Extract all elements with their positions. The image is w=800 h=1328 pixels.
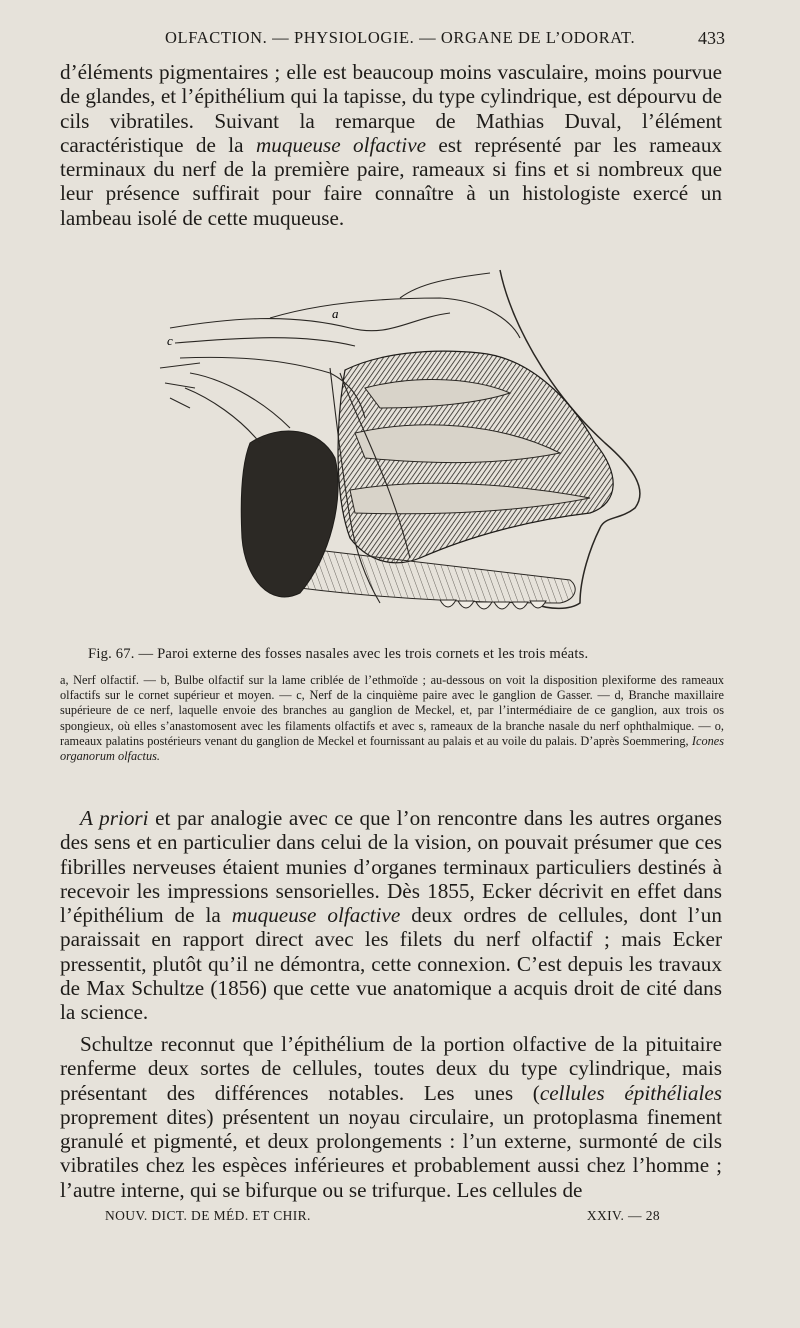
page-footer bbox=[105, 1208, 660, 1228]
italic-term: cellules épithéliales bbox=[539, 1080, 722, 1105]
paragraph-1: d’éléments pigmentaires ; elle est beaucoup moins vasculaire, moins pourvue de glandes, et l’épithélium qui la tapisse, du type cylindrique, est dépourvu de cils vibratiles. Suivant la remarque de Mathias Duval, l’élément caractéristique de la muqueuse olfactive est représenté par les rameaux terminaux du nerf de la première paire, rameaux si fins et si nombreux que leur présence suffirait pour faire connaître à un histologiste exercé un lambeau isolé de cette muqueuse. bbox=[60, 60, 723, 230]
footer-signature: XXIV. — 28 bbox=[586, 1208, 660, 1223]
page-number: 433 bbox=[698, 28, 725, 48]
figure-label-c: c bbox=[167, 333, 173, 348]
italic-term: A priori bbox=[80, 806, 149, 830]
italic-term: muqueuse olfactive bbox=[231, 903, 401, 928]
page-header bbox=[75, 28, 725, 52]
footer-publication: NOUV. DICT. DE MÉD. ET CHIR. bbox=[105, 1208, 311, 1223]
figure-label-a: a bbox=[332, 306, 339, 321]
paragraph-2: A priori et par analogie avec ce que l’on rencontre dans les autres organes des sens et en particulier dans celui de la vision, on pouvait présumer que ces fibrilles nerveuses étaient munies d’organes terminaux particuliers destinés à recevoir les impressions sensorielles. Dès 1855, Ecker décrivit en effet dans l’épithélium de la muqueuse olfactive deux ordres de cellules, dont l’un paraissait en rapport direct avec les filets du nerf olfactif ; mais Ecker pressentit, plutôt qu’il ne démontra, cette connexion. C’est depuis les travaux de Max Schultze (1856) que cette vue anatomique a acquis droit de cité dans la science. bbox=[60, 806, 723, 1025]
figure-caption: Fig. 67. — Paroi externe des fosses nasales avec les trois cornets et les trois méats. bbox=[88, 646, 589, 662]
nasal-anatomy-illustration bbox=[150, 258, 670, 638]
figure-legend: a, Nerf olfactif. — b, Bulbe olfactif sur la lame criblée de l’ethmoïde ; au-dessous on voit la disposition plexiforme des rameaux olfactifs sur le cornet supérieur et moyen. — c, Nerf de la cinquième paire avec le ganglion de Gasser. — d, Branche maxillaire supérieure de ce nerf, laquelle envoie des branches au ganglion de Meckel, et, par l’intermédiaire de ce ganglion, aux trois os spongieux, où elles s’anastomosent avec les filaments olfactifs et avec s, rameaux de la branche nasale du nerf ophthalmique. — o, rameaux palatins postérieurs venant du ganglion de Meckel et fournissant au palais et au voile du palais. D’après Soemmering, Icones organorum olfactus. bbox=[60, 673, 724, 764]
italic-term: muqueuse olfactive bbox=[255, 132, 427, 157]
running-title: OLFACTION. — PHYSIOLOGIE. — ORGANE DE L’ODORAT. bbox=[165, 28, 636, 47]
paragraph-3: Schultze reconnut que l’épithélium de la portion olfactive de la pituitaire renferme deux sortes de cellules, toutes deux du type cylindrique, mais présentant des différences notables. Les unes (cellules épithéliales proprement dites) présentent un noyau circulaire, un protoplasma finement granulé et pigmenté, et deux prolongements : l’un externe, surmonté de cils vibratiles chez les espèces inférieures et probablement aussi chez l’homme ; l’autre interne, qui se bifurque ou se trifurque. Les cellules de bbox=[60, 1032, 722, 1202]
figure-nasal-cavity bbox=[150, 258, 670, 638]
